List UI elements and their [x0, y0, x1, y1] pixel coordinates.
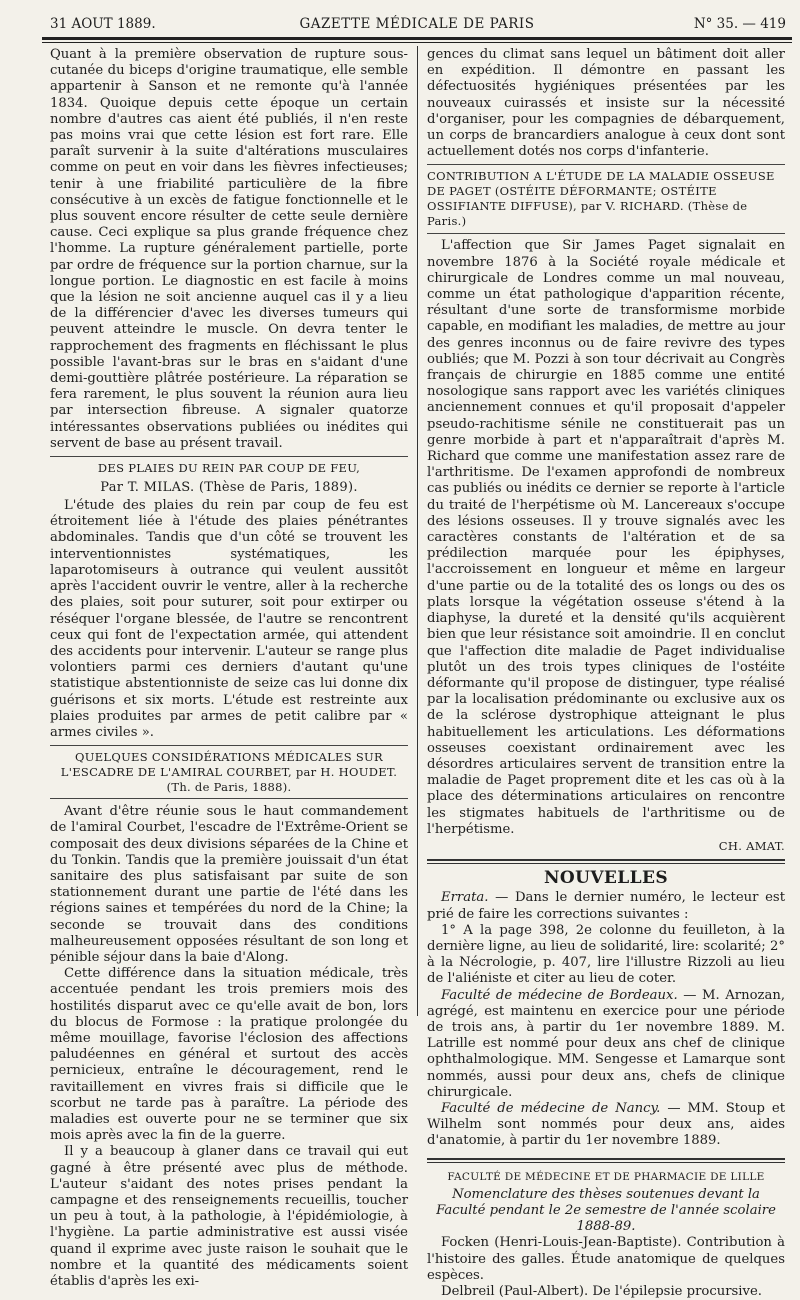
- section-separator: [50, 745, 408, 746]
- section-author-milas: Par T. MILAS. (Thèse de Paris, 1889).: [100, 480, 358, 496]
- nancy-label: Faculté de médecine de Nancy.: [441, 1100, 661, 1116]
- lille-title: FACULTÉ DE MÉDECINE ET DE PHARMACIE DE LILLE: [447, 1170, 765, 1183]
- errata-paragraph: [427, 890, 785, 922]
- lille-subtitle: Nomenclature des thèses soutenues devant la Faculté pendant le 2e semestre de l'année scolaire 1888-89.: [436, 1186, 776, 1235]
- left-column: [50, 47, 408, 1290]
- paragraph-paget: L'affection que Sir James Paget signalait en novembre 1876 à la Société royale médicale et chirurgicale de Londres comme un mal nouveau, comme un état pathologique d'apparition récente, résultant d'une sorte de transformisme morbide capable, en modifiant les maladies, de mettre au jour des genres inconnus ou de faire revivre des types oubliés; que M. Pozzi à son tour décrivait au Congrès français de chirurgie en 1885 comme une entité nosologique sans rapport avec les variétés cliniques anciennement connues et qu'il proposait d'appeler pseudo-rachitisme sénile ne constituerait pas un genre morbide à part et n'apparaîtrait d'après M. Richard que comme une manifestation assez rare de l'arthritisme. De l'examen approfondi de nombreux cas publiés ou inédits ce dernier se reporte à l'article du traité de l'herpétisme où M. Lancereaux s'occupe des lésions osseuses. Il y trouve signalés avec les caractères constants de l'altération et de sa prédilection marquée pour les épiphyses, l'accroissement en longueur et même en largeur d'une partie ou de la totalité des os longs ou des os plats lorsque la végétation osseuse s'étend à la diaphyse, la dureté et la densité qu'ils acquièrent bien que leur résistance soit amoindrie. Il en conclut que l'affection dite maladie de Paget individualise plutôt un des trois types cliniques de l'ostéite déformante qu'il propose de distinguer, type réalisé par la localisation prédominante ou exclusive aux os de la sclérose dystrophique atteignant le plus habituellement les articulations. Les déformations osseuses coexistant ordinairement avec les désordres articulaires servent de transition entre la maladie de Paget proprement dite et les cas où à la place des déterminations articulaires on rencontre les stigmates habituels de l'arthritisme ou de l'herpétisme.: [427, 238, 785, 837]
- lille-rule-thin: [427, 1162, 785, 1163]
- errata-items: 1° A la page 398, 2e colonne du feuilleton, à la dernière ligne, au lieu de solidarité, lire: scolarité; 2° à la Nécrologie, p. 407, lire l'illustre Rizzoli au lieu de l'aliéniste et citer au lieu de coter.: [427, 922, 785, 987]
- errata-label: Errata.: [441, 890, 489, 906]
- paragraph-biceps: Quant à la première observation de rupture sous-cutanée du biceps d'origine traumatique, elle semble appartenir à Sanson et ne remonte qu'à l'année 1834. Quoique depuis cette époque un certain nombre d'autres cas aient été publiés, il n'en reste pas moins vrai que cette lésion est fort rare. Elle paraît survenir à la suite d'altérations musculaires comme on peut en voir dans les fièvres infectieuses; tenir à une friabilité particulière de la fibre consécutive à un excès de fatigue fonctionnelle et le plus souvent encore résulter de cette seule dernière cause. Ceci explique sa plus grande fréquence chez l'homme. La rupture généralement partielle, porte par ordre de fréquence sur la portion charnue, sur la longue portion. Le diagnostic en est facile à moins que la lésion ne soit ancienne auquel cas il y a lieu de la différencier d'avec les diverses tumeurs qui peuvent atteindre le muscle. On devra tenter le rapprochement des fragments en fléchissant le plus possible l'avant-bras sur le bras en s'aidant d'une demi-gouttière plâtrée postérieure. La réparation se fera rarement, le plus souvent la réunion aura lieu par intersection fibreuse. A signaler quatorze intéressantes observations publiées ou inédites qui servent de base au présent travail.: [50, 47, 408, 451]
- signature-amat: CH. AMAT.: [718, 838, 785, 853]
- column-divider: [417, 46, 418, 1016]
- bordeaux-label: Faculté de médecine de Bordeaux.: [441, 987, 678, 1003]
- right-column: [427, 47, 785, 1300]
- header-rule-thin: [42, 42, 792, 43]
- nouvelles-heading: NOUVELLES: [543, 868, 669, 889]
- issue-date: 31 AOUT 1889.: [50, 16, 156, 32]
- lille-entry-delbreil: Delbreil (Paul-Albert). De l'épilepsie procursive.: [441, 1284, 762, 1300]
- paragraph-escadre-3: Il y a beaucoup à glaner dans ce travail qui eut gagné à être présenté avec plus de méthode. L'auteur s'aidant des notes prises pendant la campagne et des renseignements recueillis, toucher un peu à tout, à la pathologie, à l'épidémiologie, à l'hygiène. La partie administrative est aussi visée quand il exprime avec juste raison le souhait que le nombre et la quantité des médicaments soient établis d'après les exi-: [50, 1144, 408, 1290]
- section-title-paget: CONTRIBUTION A L'ÉTUDE DE LA MALADIE OSSEUSE DE PAGET (OSTÉITE DÉFORMANTE; OSTÉITE OSSIFIANTE DIFFUSE), par V. RICHARD. (Thèse de Paris.): [427, 169, 775, 229]
- errata-text: — Dans le dernier numéro, le lecteur est prié de faire les corrections suivantes :: [427, 890, 785, 922]
- page-header: [42, 12, 792, 34]
- section-title-plaies-rein: DES PLAIES DU REIN PAR COUP DE FEU,: [97, 461, 361, 476]
- section-title-escadre: QUELQUES CONSIDÉRATIONS MÉDICALES SUR L'ESCADRE DE L'AMIRAL COURBET, par H. HOUDET. (Th. de Paris, 1888).: [60, 750, 398, 795]
- page-number: N° 35. — 419: [693, 16, 786, 32]
- header-rule-thick: [42, 37, 792, 40]
- section-separator: [50, 798, 408, 799]
- bordeaux-text: — M. Arnozan, agrégé, est maintenu en exercice pour une période de trois ans, à partir du 1er novembre 1889. M. Latrille est nommé pour deux ans chef de clinique ophthalmologique. MM. Sengesse et Lamarque sont nommés, aussi pour deux ans, chefs de clinique chirurgicale.: [427, 987, 786, 1100]
- paragraph-escadre-cont: gences du climat sans lequel un bâtiment doit aller en expédition. Il démontre en passant les défectuosités hygiéniques présentées par les nouveaux cuirassés et insiste sur la nécessité d'organiser, pour les compagnies de débarquement, un corps de brancardiers analogue à ceux dont sont actuellement dotés nos corps d'infanterie.: [427, 47, 785, 160]
- lille-entry-focken: Focken (Henri-Louis-Jean-Baptiste). Contribution à l'histoire des galles. Étude anatomique de quelques espèces.: [427, 1235, 785, 1283]
- paragraph-escadre-1: Avant d'être réunie sous le haut commandement de l'amiral Courbet, l'escadre de l'Extrême-Orient se composait des deux divisions séparées de la Chine et du Tonkin. Tandis que la première jouissait d'un état sanitaire des plus satisfaisant par suite de son stationnement durant une partie de l'été dans les régions saines et tempérées du nord de la Chine; la seconde se trouvait dans des conditions malheureusement opposées résultant de son long et pénible séjour dans la baie d'Along.: [50, 804, 408, 965]
- bordeaux-paragraph: [427, 988, 785, 1101]
- nancy-paragraph: [427, 1101, 785, 1150]
- section-separator: [50, 456, 408, 457]
- nouvelles-rule-thin: [427, 863, 785, 864]
- paragraph-escadre-2: Cette différence dans la situation médicale, très accentuée pendant les trois premiers mois des hostilités disparut avec ce qu'elle avait de bon, lors du blocus de Formose : la pratique prolongée du même mouillage, favorise l'éclosion des affections paludéennes en général et surtout des accès pernicieux, entraîne le découragement, rend le ravitaillement en vivres frais si difficile que le scorbut ne tarde pas à paraître. La période des maladies est ouverte pour ne se terminer que six mois après avec la fin de la guerre.: [50, 966, 408, 1144]
- section-separator: [427, 233, 785, 234]
- paragraph-plaies-rein: L'étude des plaies du rein par coup de feu est étroitement liée à l'étude des plaies pénétrantes abdominales. Tandis que d'un côté se trouvent les interventionnistes systématiques, les laparotomiseurs à outrance qui veulent aussitôt après l'accident ouvrir le ventre, aller à la recherche des plaies, soit pour suturer, soit pour extirper ou réséquer l'organe blessée, de l'autre se rencontrent ceux qui font de l'expectation armée, qui attendent des accidents pour intervenir. L'auteur se range plus volontiers parmi ces derniers d'autant qu'une statistique abstentionniste de seize cas lui donne dix guérisons et six morts. L'étude est restreinte aux plaies produites par armes de petit calibre par « armes civiles ».: [50, 498, 408, 740]
- nancy-text: — MM. Stoup et Wilhelm sont nommés pour deux ans, aides d'anatomie, à partir du 1er novembre 1889.: [427, 1100, 786, 1149]
- journal-title: GAZETTE MÉDICALE DE PARIS: [299, 16, 535, 32]
- nouvelles-rule-thick: [427, 859, 785, 861]
- section-separator: [427, 164, 785, 165]
- lille-rule-thick: [427, 1158, 785, 1160]
